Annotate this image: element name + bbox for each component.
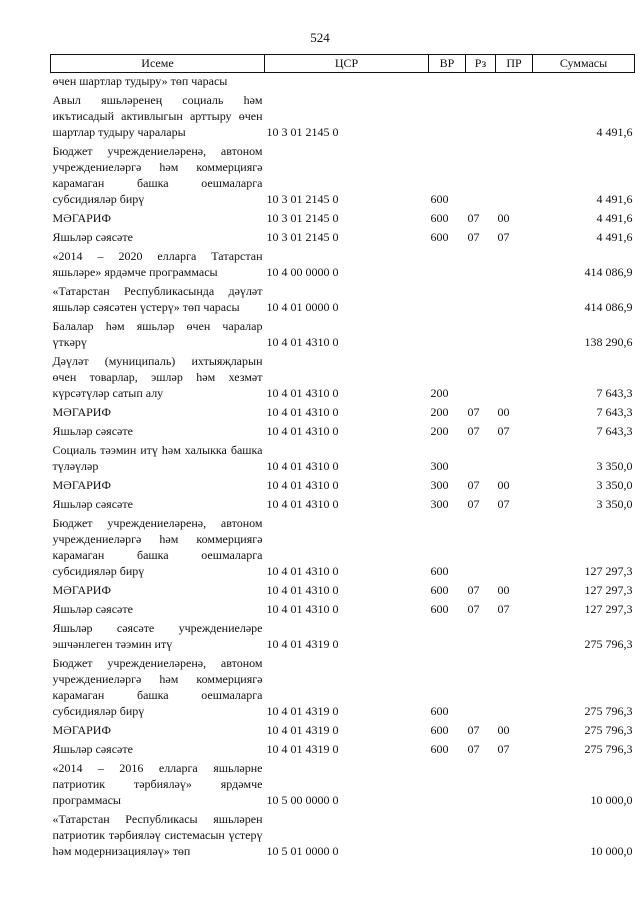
row-pr: 07 — [497, 230, 510, 244]
row-pr: 00 — [497, 723, 510, 737]
row-csr: 10 3 01 2145 0 — [266, 125, 339, 139]
row-rz: 07 — [467, 602, 480, 616]
row-vr — [429, 315, 466, 350]
row-pr — [496, 350, 533, 401]
table-row — [51, 73, 635, 90]
row-csr: 10 4 01 4319 0 — [266, 723, 339, 737]
row-csr: 10 4 01 0000 0 — [266, 300, 339, 314]
table-row — [51, 401, 635, 420]
row-vr: 600 — [430, 192, 449, 206]
row-name: «Татарстан Республикасы яшьләрен патриотик тәрбияләү системасын үстерү һәм модернизацияләү» төп — [52, 812, 263, 858]
column-header-vr: ВР — [429, 55, 466, 73]
row-vr: 600 — [430, 723, 449, 737]
row-name: МӘГАРИФ — [52, 583, 111, 597]
row-csr: 10 4 01 4319 0 — [266, 742, 339, 756]
row-vr — [429, 73, 466, 90]
table-row — [51, 245, 635, 280]
row-rz: 07 — [467, 211, 480, 225]
row-rz — [466, 245, 496, 280]
row-vr — [429, 245, 466, 280]
row-csr: 10 4 01 4310 0 — [266, 386, 339, 400]
row-vr: 600 — [430, 564, 449, 578]
table-row — [51, 350, 635, 401]
row-rz — [466, 140, 496, 207]
row-pr — [496, 280, 533, 315]
row-vr: 600 — [430, 583, 449, 597]
row-name: Яшьләр сәясәте учреждениеләре эшчәнлеген тәэмин итү — [52, 621, 263, 651]
row-vr: 300 — [430, 459, 449, 473]
row-pr — [496, 652, 533, 719]
table-row — [51, 493, 635, 512]
table-row — [51, 757, 635, 808]
row-pr — [496, 439, 533, 474]
row-vr: 300 — [430, 497, 449, 511]
row-sum: 4 491,6 — [596, 211, 633, 225]
row-sum: 275 796,3 — [584, 704, 633, 718]
row-sum: 138 290,6 — [584, 335, 633, 349]
budget-table — [50, 54, 635, 859]
row-name: МӘГАРИФ — [52, 478, 111, 492]
row-sum: 3 350,0 — [596, 497, 633, 511]
row-rz — [466, 315, 496, 350]
row-csr: 10 3 01 2145 0 — [266, 192, 339, 206]
row-rz: 07 — [467, 230, 480, 244]
row-sum: 275 796,3 — [584, 742, 633, 756]
row-csr: 10 4 00 0000 0 — [266, 265, 339, 279]
row-vr — [429, 617, 466, 652]
row-pr — [496, 757, 533, 808]
row-rz — [466, 652, 496, 719]
table-body — [51, 73, 635, 860]
row-sum: 414 086,9 — [584, 265, 633, 279]
row-csr: 10 4 01 4319 0 — [266, 704, 339, 718]
row-csr: 10 4 01 4319 0 — [266, 637, 339, 651]
row-rz — [466, 757, 496, 808]
table-row — [51, 738, 635, 757]
table-row — [51, 280, 635, 315]
row-name: Яшьләр сәясәте — [52, 230, 133, 244]
table-header-row — [51, 55, 635, 73]
row-name: Авыл яшьләренең социаль һәм икътисадый активлыгын арттыру өчен шартлар тудыру чаралары — [52, 93, 263, 139]
row-vr: 600 — [430, 742, 449, 756]
row-pr: 00 — [497, 583, 510, 597]
row-csr: 10 5 01 0000 0 — [266, 844, 339, 858]
row-vr — [429, 808, 466, 859]
row-rz — [466, 439, 496, 474]
row-pr — [496, 73, 533, 90]
row-name: Социаль тәэмин итү һәм халыкка башка түләүләр — [52, 443, 263, 473]
row-sum: 10 000,0 — [590, 844, 633, 858]
row-sum: 4 491,6 — [596, 192, 633, 206]
row-sum: 7 643,3 — [596, 386, 633, 400]
row-vr: 600 — [430, 230, 449, 244]
table-row — [51, 598, 635, 617]
column-header-csr: ЦСР — [265, 55, 429, 73]
table-row — [51, 512, 635, 579]
row-sum — [533, 73, 635, 90]
table-row — [51, 439, 635, 474]
row-csr: 10 4 01 4310 0 — [266, 405, 339, 419]
row-csr: 10 4 01 4310 0 — [266, 497, 339, 511]
row-rz — [466, 280, 496, 315]
row-rz — [466, 89, 496, 140]
row-rz: 07 — [467, 424, 480, 438]
row-csr: 10 4 01 4310 0 — [266, 424, 339, 438]
table-row — [51, 617, 635, 652]
row-rz — [466, 617, 496, 652]
row-pr: 00 — [497, 211, 510, 225]
row-sum: 275 796,3 — [584, 723, 633, 737]
row-name: МӘГАРИФ — [52, 211, 111, 225]
row-vr — [429, 89, 466, 140]
row-rz: 07 — [467, 405, 480, 419]
row-csr: 10 4 01 4310 0 — [266, 459, 339, 473]
column-header-name: Исеме — [51, 55, 265, 73]
row-rz: 07 — [467, 723, 480, 737]
row-pr: 07 — [497, 497, 510, 511]
row-name: Яшьләр сәясәте — [52, 497, 133, 511]
row-rz — [466, 512, 496, 579]
table-row — [51, 808, 635, 859]
row-sum: 275 796,3 — [584, 637, 633, 651]
row-sum: 7 643,3 — [596, 424, 633, 438]
table-row — [51, 652, 635, 719]
row-rz: 07 — [467, 497, 480, 511]
row-sum: 3 350,0 — [596, 459, 633, 473]
row-vr: 600 — [430, 602, 449, 616]
row-rz: 07 — [467, 583, 480, 597]
row-vr: 200 — [430, 386, 449, 400]
row-sum: 127 297,3 — [584, 583, 633, 597]
row-csr: 10 3 01 2145 0 — [266, 211, 339, 225]
row-pr — [496, 89, 533, 140]
row-pr — [496, 140, 533, 207]
row-sum: 10 000,0 — [590, 793, 633, 807]
row-sum: 127 297,3 — [584, 564, 633, 578]
row-csr: 10 4 01 4310 0 — [266, 583, 339, 597]
row-name: Яшьләр сәясәте — [52, 742, 133, 756]
table-row — [51, 579, 635, 598]
row-csr: 10 4 01 4310 0 — [266, 335, 339, 349]
row-pr — [496, 808, 533, 859]
row-pr: 07 — [497, 602, 510, 616]
row-rz: 07 — [467, 478, 480, 492]
column-header-rz: Рз — [466, 55, 496, 73]
row-pr — [496, 512, 533, 579]
row-name: «2014 – 2020 елларга Татарстан яшьләре» ярдәмче программасы — [52, 249, 263, 279]
row-name: «Татарстан Республикасында дәүләт яшьләр сәясәтен үстерү» төп чарасы — [52, 284, 263, 314]
row-pr: 07 — [497, 742, 510, 756]
row-rz — [466, 73, 496, 90]
table-row — [51, 719, 635, 738]
row-rz — [466, 808, 496, 859]
table-row — [51, 207, 635, 226]
row-vr: 600 — [430, 211, 449, 225]
row-vr: 200 — [430, 424, 449, 438]
row-csr: 10 5 00 0000 0 — [266, 793, 339, 807]
row-name: МӘГАРИФ — [52, 723, 111, 737]
row-vr: 600 — [430, 704, 449, 718]
row-vr: 200 — [430, 405, 449, 419]
row-name: Балалар һәм яшьләр өчен чаралар үткәрү — [52, 319, 263, 349]
table-row — [51, 89, 635, 140]
row-sum: 7 643,3 — [596, 405, 633, 419]
column-header-sum: Суммасы — [533, 55, 635, 73]
row-vr — [429, 757, 466, 808]
row-pr — [496, 617, 533, 652]
row-csr: 10 4 01 4310 0 — [266, 478, 339, 492]
row-name: Бюджет учреждениеләренә, автоном учреждениеләргә һәм коммерциягә карамаган башка оешмаларга субсидияләр бирү — [52, 144, 263, 206]
page-number: 524 — [310, 30, 330, 45]
row-name: өчен шартлар тудыру» төп чарасы — [52, 74, 228, 88]
row-name: МӘГАРИФ — [52, 405, 111, 419]
table-row — [51, 420, 635, 439]
row-rz: 07 — [467, 742, 480, 756]
row-name: Яшьләр сәясәте — [52, 602, 133, 616]
row-csr — [265, 73, 429, 90]
row-name: Бюджет учреждениеләренә, автоном учреждениеләргә һәм коммерциягә карамаган башка оешмаларга субсидияләр бирү — [52, 516, 263, 578]
row-name: Яшьләр сәясәте — [52, 424, 133, 438]
row-pr — [496, 315, 533, 350]
row-name: Дәүләт (муниципаль) ихтыяҗларын өчен товарлар, эшләр һәм хезмәт күрсәтүләр сатып алу — [52, 354, 263, 400]
row-pr — [496, 245, 533, 280]
row-name: Бюджет учреждениеләренә, автоном учреждениеләргә һәм коммерциягә карамаган башка оешмаларга субсидияләр бирү — [52, 656, 263, 718]
row-pr: 00 — [497, 405, 510, 419]
row-rz — [466, 350, 496, 401]
row-name: «2014 – 2016 елларга яшьләрне патриотик тәрбияләү» ярдәмче программасы — [52, 761, 263, 807]
row-pr: 00 — [497, 478, 510, 492]
table-row — [51, 140, 635, 207]
row-sum: 127 297,3 — [584, 602, 633, 616]
row-sum: 414 086,9 — [584, 300, 633, 314]
row-csr: 10 3 01 2145 0 — [266, 230, 339, 244]
table-row — [51, 474, 635, 493]
table-row — [51, 226, 635, 245]
row-sum: 4 491,6 — [596, 230, 633, 244]
column-header-pr: ПР — [496, 55, 533, 73]
table-row — [51, 315, 635, 350]
row-sum: 3 350,0 — [596, 478, 633, 492]
row-pr: 07 — [497, 424, 510, 438]
row-csr: 10 4 01 4310 0 — [266, 602, 339, 616]
row-vr — [429, 280, 466, 315]
row-vr: 300 — [430, 478, 449, 492]
row-sum: 4 491,6 — [596, 125, 633, 139]
row-csr: 10 4 01 4310 0 — [266, 564, 339, 578]
